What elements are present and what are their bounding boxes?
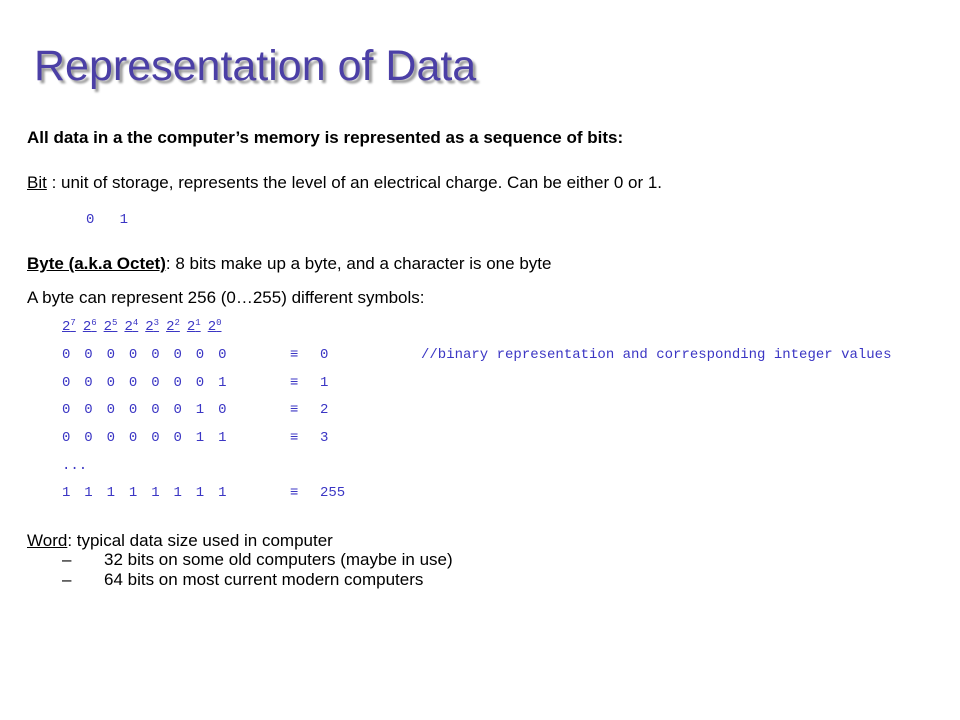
power-base: 2 <box>82 319 92 335</box>
power-exponent: 1 <box>195 318 201 328</box>
power-of-two-label <box>166 318 180 336</box>
power-exponent: 7 <box>70 318 76 328</box>
bit-digit: 0 <box>128 402 138 418</box>
power-base: 2 <box>207 319 217 335</box>
bit-digit: 1 <box>106 485 115 501</box>
powers-row <box>62 318 229 336</box>
bit-digit: 1 <box>173 485 182 501</box>
bit-digit: 0 <box>173 347 182 363</box>
power-of-two-label <box>145 318 159 336</box>
bit-sequence <box>62 429 290 447</box>
bit-digit: 0 <box>173 402 182 418</box>
bit-sequence <box>62 401 290 419</box>
byte-row-255 <box>62 484 345 502</box>
bullet-text: 64 bits on most current modern computers <box>104 570 424 589</box>
power-base: 2 <box>145 319 154 335</box>
byte-row <box>62 374 328 392</box>
byte-row <box>62 401 328 419</box>
bullet-text: 32 bits on some old computers (maybe in use) <box>104 550 453 569</box>
bit-digit: 1 <box>218 375 227 391</box>
bit-digit: 0 <box>84 402 93 418</box>
bit-digit: 0 <box>62 430 71 446</box>
power-base: 2 <box>62 319 71 335</box>
bit-digit: 0 <box>128 347 138 363</box>
bit-definition-text: : unit of storage, represents the level of an electrical charge. Can be either 0 or 1. <box>46 173 663 192</box>
power-base: 2 <box>124 319 133 335</box>
byte-row <box>62 429 328 447</box>
power-of-two-label <box>124 318 138 336</box>
equivalence-sign: ≡ <box>290 347 299 363</box>
bit-digit: 1 <box>151 485 160 501</box>
bit-digit: 0 <box>62 402 71 418</box>
power-base: 2 <box>186 319 196 335</box>
bit-digit: 1 <box>195 402 205 418</box>
power-of-two-label <box>83 318 97 336</box>
power-exponent: 6 <box>91 318 97 328</box>
bit-definition <box>27 173 662 193</box>
power-of-two-label <box>208 318 222 336</box>
power-exponent: 5 <box>112 318 118 328</box>
bit-digit: 0 <box>151 402 160 418</box>
bit-digit: 0 <box>195 347 205 363</box>
bit-sequence <box>62 484 290 502</box>
bit-digit: 0 <box>151 375 160 391</box>
intro-text: All data in a the computer’s memory is represented as a sequence of bits: <box>27 128 624 147</box>
slide-title: Representation of Data <box>34 42 477 90</box>
bit-digit: 0 <box>84 347 93 363</box>
byte-row <box>62 346 892 364</box>
bit-sequence <box>62 346 290 364</box>
equivalence-sign: ≡ <box>290 375 299 391</box>
integer-value: 3 <box>320 430 329 446</box>
word-bullet-2 <box>62 570 423 590</box>
power-base: 2 <box>166 319 175 335</box>
bit-digit: 1 <box>195 430 205 446</box>
equivalence-sign: ≡ <box>290 430 299 446</box>
word-bullet-1 <box>62 550 453 570</box>
bit-digit: 0 <box>106 347 115 363</box>
bit-digit: 1 <box>218 485 227 501</box>
byte-definition <box>27 254 551 274</box>
bit-digit: 1 <box>62 485 71 501</box>
bit-digit: 0 <box>195 375 205 391</box>
bit-digit: 0 <box>62 375 71 391</box>
bullet-dash: – <box>62 550 72 569</box>
equivalence-sign: ≡ <box>290 485 299 501</box>
bit-digit: 1 <box>195 485 205 501</box>
bit-term: Bit <box>27 173 47 192</box>
bit-digit: 0 <box>151 430 160 446</box>
bit-digit: 0 <box>106 375 115 391</box>
power-of-two-label <box>104 318 118 336</box>
bit-digit: 0 <box>173 430 182 446</box>
bit-digit: 0 <box>62 347 71 363</box>
bit-digit: 0 <box>84 375 93 391</box>
byte-definition-text: : 8 bits make up a byte, and a character is one byte <box>165 254 552 273</box>
byte-term: Byte (a.k.a Octet) <box>27 254 166 273</box>
power-of-two-label <box>187 318 201 336</box>
integer-value: 0 <box>320 347 329 363</box>
bullet-dash: – <box>62 570 72 589</box>
bit-sequence <box>62 374 290 392</box>
byte-range-text: A byte can represent 256 (0…255) different symbols: <box>27 288 425 307</box>
integer-value: 2 <box>320 402 329 418</box>
word-definition <box>27 531 333 551</box>
bit-digit: 0 <box>84 430 93 446</box>
power-exponent: 2 <box>174 318 180 328</box>
bit-digit: 0 <box>218 402 227 418</box>
power-of-two-label <box>62 318 76 336</box>
bit-digit: 1 <box>218 430 227 446</box>
power-base: 2 <box>103 319 113 335</box>
bit-digit: 0 <box>151 347 160 363</box>
bit-digit: 0 <box>128 430 138 446</box>
word-term: Word <box>27 531 68 550</box>
code-comment: //binary representation and corresponding integer values <box>421 347 892 363</box>
power-exponent: 3 <box>153 318 160 328</box>
ellipsis: ... <box>62 458 88 474</box>
power-exponent: 0 <box>216 318 222 328</box>
bit-digit: 0 <box>218 347 227 363</box>
bit-digit: 0 <box>106 430 115 446</box>
bit-digit: 1 <box>128 485 138 501</box>
bit-digit: 1 <box>84 485 93 501</box>
word-definition-text: : typical data size used in computer <box>67 531 333 550</box>
integer-value: 1 <box>320 375 329 391</box>
bit-digit: 0 <box>128 375 138 391</box>
equivalence-sign: ≡ <box>290 402 299 418</box>
power-exponent: 4 <box>132 318 139 328</box>
integer-value: 255 <box>320 485 346 501</box>
bit-values: 0 1 <box>86 212 129 228</box>
bit-digit: 0 <box>173 375 182 391</box>
bit-digit: 0 <box>106 402 115 418</box>
